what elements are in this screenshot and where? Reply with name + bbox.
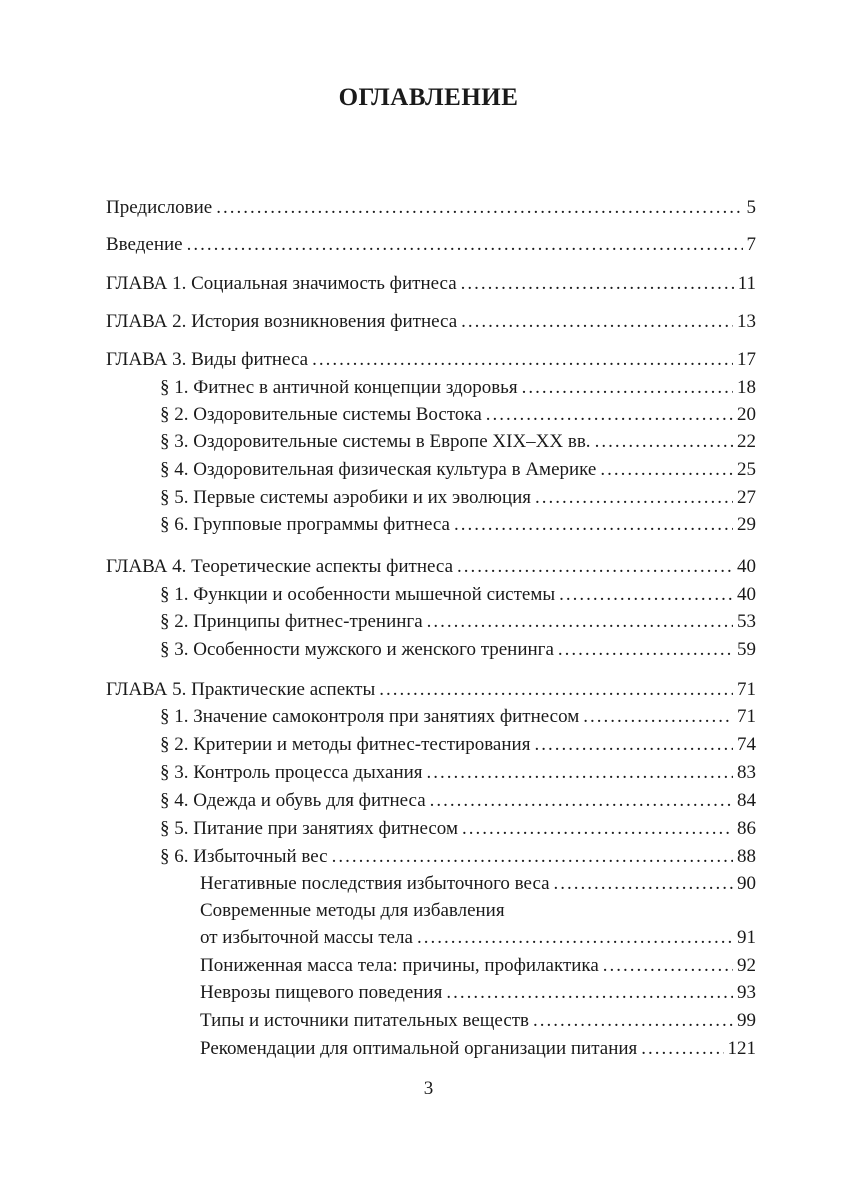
dot-leader [312,348,733,372]
dot-leader [522,376,733,400]
toc-entry-page: 7 [746,234,756,255]
dot-leader [427,610,733,634]
toc-entry-page: 92 [737,955,756,976]
toc-entry-page: 18 [737,377,756,398]
dot-leader [430,789,733,813]
toc-entry-title: Типы и источники питательных веществ [200,1010,530,1031]
dot-leader [535,486,733,510]
toc-entry [160,513,756,537]
dot-leader [554,872,733,896]
toc-entry-title: от избыточной массы тела [200,927,413,948]
toc-entry-title: Пониженная масса тела: причины, профилактика [200,955,599,976]
dot-leader [216,196,742,220]
toc-entry-page: 90 [737,873,756,894]
toc-entry [160,376,756,400]
toc-entry-page: 121 [727,1038,756,1059]
dot-leader [533,1009,733,1033]
toc-entry-page: 5 [746,197,756,218]
toc-entry-page: 86 [737,818,756,839]
dot-leader [462,817,733,841]
toc-entry [106,233,756,257]
dot-leader [461,272,734,296]
toc-entry-title: § 5. Питание при занятиях фитнесом [160,818,458,839]
toc-entry [200,872,756,896]
dot-leader [427,761,733,785]
toc-entry-page: 25 [737,459,756,480]
dot-leader [595,430,733,454]
dot-leader [583,705,733,729]
dot-leader [486,403,733,427]
toc-entry [200,954,756,978]
toc-entry [160,610,756,634]
toc-entry [160,583,756,607]
dot-leader [417,926,733,950]
toc-entry-title: § 2. Критерии и методы фитнес-тестирования [160,734,531,755]
toc-entry-title: ГЛАВА 4. Теоретические аспекты фитнеса [106,556,454,577]
toc-entry [200,1037,756,1061]
toc-entry-page: 22 [737,431,756,452]
toc-entry [200,899,505,923]
toc-entry-title: § 1. Фитнес в античной концепции здоровья [160,377,518,398]
toc-entry-title: § 6. Групповые программы фитнеса [160,514,450,535]
toc-entry-title: § 1. Функции и особенности мышечной системы [160,584,556,605]
toc-entry [160,458,756,482]
toc-entry-title: ГЛАВА 5. Практические аспекты [106,679,376,700]
dot-leader [446,981,733,1005]
dot-leader [187,233,743,257]
toc-entry-page: 59 [737,639,756,660]
page-number: 3 [423,1078,434,1099]
toc-entry-title: § 4. Оздоровительная физическая культура в Америке [160,459,597,480]
dot-leader [461,310,733,334]
toc-entry-page: 29 [737,514,756,535]
toc-entry-page: 88 [737,846,756,867]
dot-leader [600,458,733,482]
dot-leader [379,678,733,702]
toc-entry-page: 20 [737,404,756,425]
toc-entry-title: Негативные последствия избыточного веса [200,873,550,894]
dot-leader [454,513,733,537]
dot-leader [534,733,733,757]
toc-entry-title: Введение [106,234,183,255]
dot-leader [457,555,733,579]
toc-entry-page: 13 [737,311,756,332]
toc-entry-title: § 2. Оздоровительные системы Востока [160,404,482,425]
toc-entry-title: ГЛАВА 2. История возникновения фитнеса [106,311,458,332]
toc-entry [160,638,756,662]
toc-entry-page: 11 [737,273,756,294]
toc-entry-page: 27 [737,487,756,508]
toc-entry [160,789,756,813]
toc-entry-title: § 6. Избыточный вес [160,846,328,867]
toc-entry-page: 84 [737,790,756,811]
toc-entry [200,926,756,950]
toc-entry-title: § 3. Особенности мужского и женского тренинга [160,639,554,660]
toc-entry-page: 40 [737,584,756,605]
dot-leader [641,1037,723,1061]
dot-leader [558,638,733,662]
toc-entry-title: Неврозы пищевого поведения [200,982,443,1003]
toc-entry-title: § 2. Принципы фитнес-тренинга [160,611,423,632]
toc-entry-title: Предисловие [106,197,213,218]
toc-entry-title: Современные методы для избавления [200,900,505,921]
toc-entry [106,310,756,334]
toc-entry [106,555,756,579]
toc-entry-page: 91 [737,927,756,948]
toc-entry-page: 40 [737,556,756,577]
toc-entry [200,1009,756,1033]
toc-entry [106,272,756,296]
toc-entry [160,817,756,841]
toc-entry-page: 17 [737,349,756,370]
toc-entry [160,486,756,510]
toc-entry-page: 74 [737,734,756,755]
toc-entry-page: 99 [737,1010,756,1031]
toc-entry [160,733,756,757]
toc-entry-page: 53 [737,611,756,632]
toc-entry-title: ГЛАВА 1. Социальная значимость фитнеса [106,273,457,294]
toc-entry [160,430,756,454]
dot-leader [603,954,733,978]
dot-leader [559,583,733,607]
toc-entry [106,348,756,372]
page-title: ОГЛАВЛЕНИЕ [338,84,519,111]
toc-entry-title: § 5. Первые системы аэробики и их эволюция [160,487,532,508]
toc-entry-page: 71 [737,679,756,700]
toc-entry-title: § 3. Оздоровительные системы в Европе XIX–XX вв. [160,431,591,452]
toc-entry-title: § 3. Контроль процесса дыхания [160,762,423,783]
toc-entry [160,403,756,427]
toc-entry [160,761,756,785]
toc-entry-title: § 1. Значение самоконтроля при занятиях фитнесом [160,706,580,727]
toc-entry [106,678,756,702]
toc-entry-title: § 4. Одежда и обувь для фитнеса [160,790,426,811]
toc-entry [200,981,756,1005]
dot-leader [332,845,733,869]
toc-entry [106,196,756,220]
toc-entry-title: Рекомендации для оптимальной организации питания [200,1038,638,1059]
toc-entry-title: ГЛАВА 3. Виды фитнеса [106,349,309,370]
toc-entry-page: 71 [737,706,756,727]
toc-entry [160,845,756,869]
toc-entry-page: 83 [737,762,756,783]
toc-entry-page: 93 [737,982,756,1003]
toc-entry [160,705,756,729]
